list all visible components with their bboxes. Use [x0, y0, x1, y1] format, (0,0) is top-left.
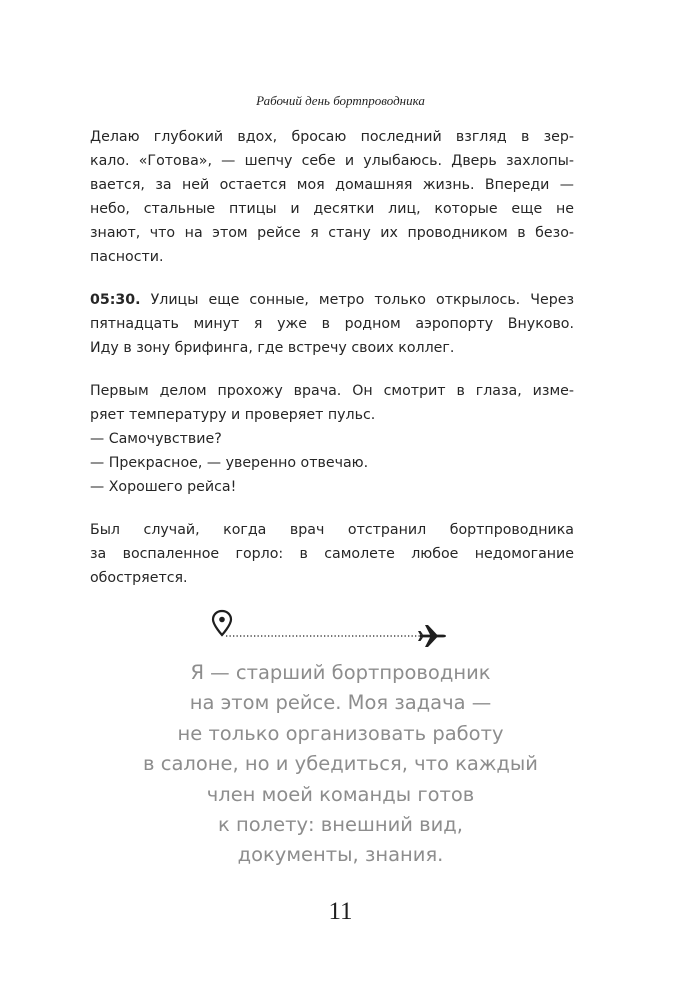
quote-line: Я — старший бортпроводник	[190, 661, 491, 684]
dialogue-line: — Самочувствие?	[90, 431, 222, 447]
airplane-icon	[418, 625, 446, 647]
quote-line: на этом рейсе. Моя задача —	[189, 691, 492, 715]
pull-quote	[0, 658, 681, 871]
text-line: пятнадцать минут я уже в родном аэропорту Внуково.	[90, 316, 574, 332]
running-head: Рабочий день бортпроводника	[256, 93, 425, 108]
quote-line: документы, знания.	[237, 843, 444, 867]
paragraph-3	[90, 379, 574, 499]
location-pin-icon	[213, 611, 231, 635]
text-line	[90, 288, 574, 312]
text-line: ряет температуру и проверяет пульс.	[90, 407, 376, 423]
time-stamp: 05:30.	[90, 292, 141, 308]
text-line: за воспаленное горло: в самолете любое недомогание	[90, 546, 574, 562]
text-line: Иду в зону брифинга, где встречу своих коллег.	[90, 340, 455, 356]
quote-line: к полету: внешний вид,	[217, 813, 463, 837]
quote-line: член моей команды готов	[206, 782, 475, 806]
flight-route-divider	[208, 608, 448, 648]
text-line: пасности.	[90, 249, 164, 265]
text-line: небо, стальные птицы и десятки лиц, которые еще не	[90, 201, 574, 217]
text-line: знают, что на этом рейсе я стану их проводником в безо-	[90, 225, 574, 241]
paragraph-1	[90, 125, 574, 269]
dialogue-line: — Прекрасное, — уверенно отвечаю.	[90, 455, 369, 471]
text-line: вается, за ней остается моя домашняя жизнь. Впереди —	[90, 177, 574, 193]
quote-line: не только организовать работу	[177, 721, 504, 745]
dialogue-line: — Хорошего рейса!	[90, 479, 237, 495]
text-line: Первым делом прохожу врача. Он смотрит в глаза, изме-	[90, 383, 574, 399]
paragraph-2	[90, 288, 574, 360]
text-line: обостряется.	[90, 570, 188, 586]
text-fragment: Улицы еще сонные, метро только открылось. Через	[140, 292, 574, 308]
text-line: Делаю глубокий вдох, бросаю последний взгляд в зер-	[90, 129, 574, 145]
text-line: Был случай, когда врач отстранил бортпроводника	[90, 522, 574, 538]
text-line: кало. «Готова», — шепчу себе и улыбаюсь. Дверь захлопы-	[90, 153, 574, 169]
paragraph-4	[90, 518, 574, 590]
page-number: 11	[328, 898, 353, 925]
quote-line: в салоне, но и убедиться, что каждый	[143, 752, 538, 776]
